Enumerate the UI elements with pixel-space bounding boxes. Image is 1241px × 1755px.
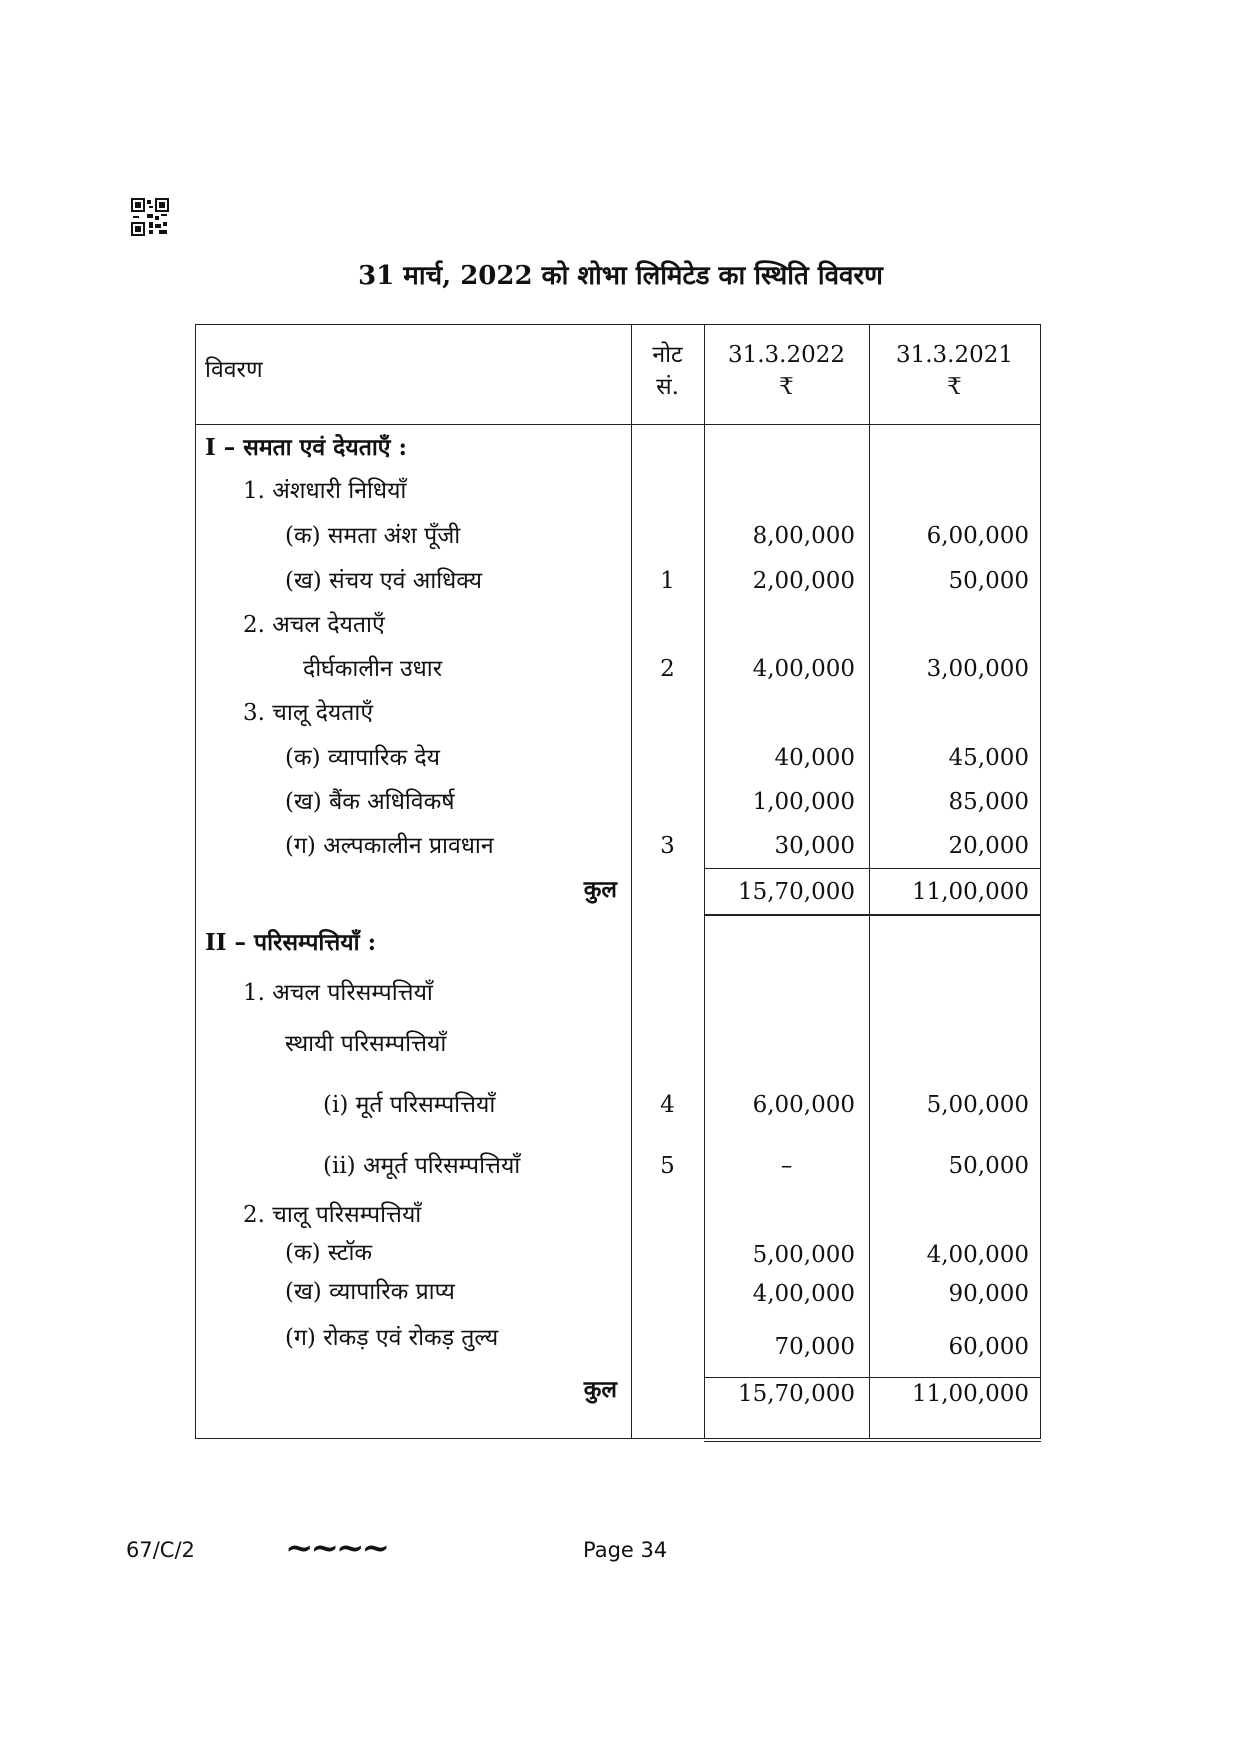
row-note: 3 [660, 833, 675, 859]
row-value-2022: 6,00,000 [752, 1092, 855, 1118]
row-label: (क) स्टॉक [285, 1240, 373, 1266]
row-value-2022: 40,000 [774, 745, 855, 771]
row-value-2022: 70,000 [774, 1334, 855, 1360]
total-2021-assets: 11,00,000 [911, 1381, 1029, 1407]
row-label: (ख) व्यापारिक प्राप्य [285, 1279, 455, 1305]
header-year-2021: 31.3.2021 [895, 342, 1014, 368]
row-value-2021: 90,000 [948, 1281, 1029, 1307]
total-label-liabilities: कुल [583, 876, 617, 903]
row-value-2022: 4,00,000 [752, 656, 855, 682]
row-label: (i) मूर्त परिसम्पत्तियाँ [323, 1092, 496, 1118]
total-2022-liabilities: 15,70,000 [737, 879, 855, 905]
row-label: 1. अंशधारी निधियाँ [243, 478, 407, 504]
row-value-2021: 60,000 [948, 1334, 1029, 1360]
row-value-2021: 5,00,000 [926, 1092, 1029, 1118]
row-value-2021: 6,00,000 [926, 523, 1029, 549]
header-currency-2021: ₹ [947, 374, 962, 400]
row-label: स्थायी परिसम्पत्तियाँ [285, 1031, 447, 1057]
section-heading-liabilities: I – समता एवं देयताएँ : [205, 434, 408, 461]
row-label: (क) समता अंश पूँजी [285, 523, 461, 549]
section-heading-assets: II – परिसम्पत्तियाँ : [205, 929, 377, 956]
row-label: 2. अचल देयताएँ [243, 612, 385, 638]
total-2022-assets: 15,70,000 [737, 1381, 855, 1407]
header-note-line2: सं. [656, 374, 679, 400]
row-value-2021: 3,00,000 [926, 656, 1029, 682]
row-value-2022: 8,00,000 [752, 523, 855, 549]
row-note: 5 [660, 1153, 675, 1179]
row-label: (ख) संचय एवं आधिक्य [285, 568, 482, 594]
row-label: 1. अचल परिसम्पत्तियाँ [243, 980, 433, 1006]
row-value-2021: 45,000 [948, 745, 1029, 771]
footer-ornament: ~~~~ [285, 1528, 387, 1568]
row-label: (क) व्यापारिक देय [285, 745, 440, 771]
row-label: (ग) रोकड़ एवं रोकड़ तुल्य [285, 1325, 499, 1351]
row-label: (ii) अमूर्त परिसम्पत्तियाँ [323, 1153, 521, 1179]
total-label-assets: कुल [583, 1376, 617, 1403]
row-value-2021: 50,000 [948, 1153, 1029, 1179]
header-note-line1: नोट [652, 342, 683, 368]
page-number: Page 34 [583, 1538, 668, 1562]
row-value-2021: 20,000 [948, 833, 1029, 859]
row-label: (ग) अल्पकालीन प्रावधान [285, 833, 494, 859]
row-value-2021: 4,00,000 [926, 1242, 1029, 1268]
qr-code-icon [131, 198, 169, 236]
header-year-2022: 31.3.2022 [727, 342, 846, 368]
row-value-2022: 1,00,000 [752, 789, 855, 815]
header-particulars: विवरण [205, 357, 263, 383]
row-label: 2. चालू परिसम्पत्तियाँ [243, 1202, 422, 1228]
row-note: 4 [660, 1092, 675, 1118]
page-title: 31 मार्च, 2022 को शोभा लिमिटेड का स्थिति विवरण [358, 261, 883, 291]
row-value-2022: 30,000 [774, 833, 855, 859]
row-label: दीर्घकालीन उधार [303, 656, 443, 682]
total-2021-liabilities: 11,00,000 [911, 879, 1029, 905]
row-value-2021: 85,000 [948, 789, 1029, 815]
row-value-2022: 5,00,000 [752, 1242, 855, 1268]
row-label: (ख) बैंक अधिविकर्ष [285, 789, 455, 815]
row-note: 1 [660, 568, 675, 594]
balance-sheet-table [195, 324, 1050, 1439]
row-note: 2 [660, 656, 675, 682]
row-value-2022: – [780, 1153, 793, 1179]
header-currency-2022: ₹ [779, 374, 794, 400]
row-value-2022: 2,00,000 [752, 568, 855, 594]
row-label: 3. चालू देयताएँ [243, 700, 374, 726]
row-value-2021: 50,000 [948, 568, 1029, 594]
footer-code: 67/C/2 [126, 1538, 195, 1562]
row-value-2022: 4,00,000 [752, 1281, 855, 1307]
